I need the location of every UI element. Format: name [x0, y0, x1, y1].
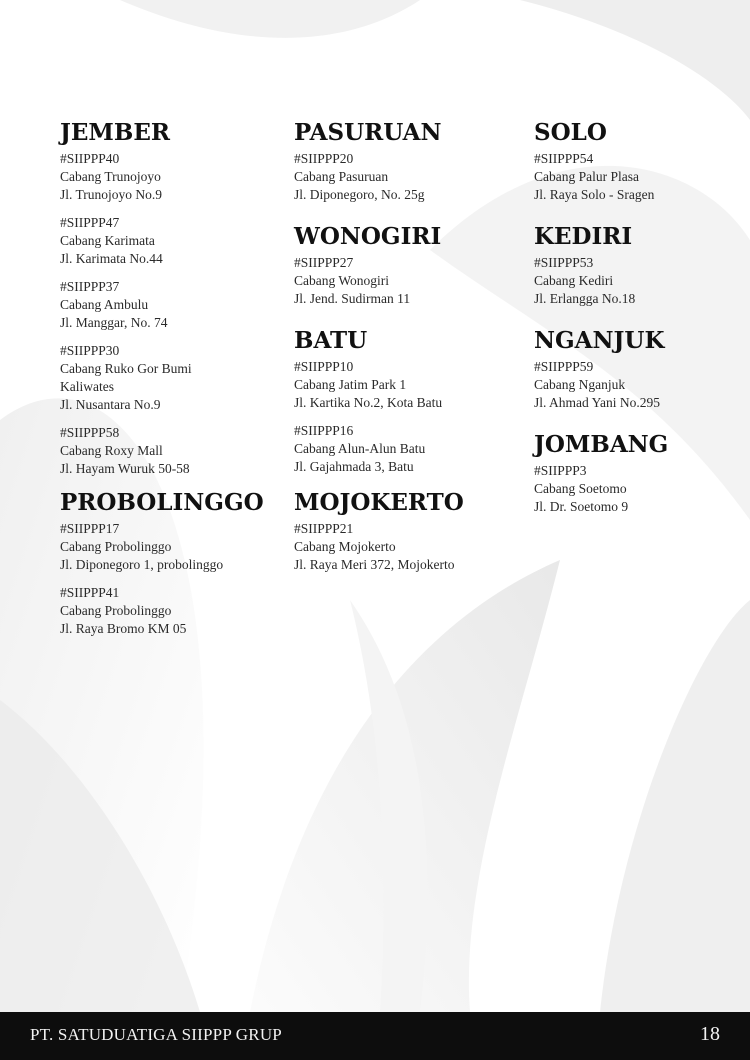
column-1: [60, 118, 275, 648]
branch-address: Jl. Diponegoro, No. 25g: [294, 187, 425, 202]
branch-name: Cabang Wonogiri: [294, 273, 390, 288]
branch-name: Cabang Mojokerto: [294, 539, 396, 554]
branch-entry: [60, 214, 275, 268]
branch-entry: [294, 150, 524, 204]
branch-code: #SIIPPP58: [60, 425, 120, 440]
branch-entry: [60, 424, 275, 478]
city-group-pasuruan: [294, 118, 524, 204]
branch-name: Cabang Ruko Gor Bumi Kaliwates: [60, 361, 192, 394]
branch-code: #SIIPPP53: [534, 255, 594, 270]
branch-code: #SIIPPP41: [60, 585, 120, 600]
branch-entry: [294, 422, 524, 476]
branch-name: Cabang Karimata: [60, 233, 155, 248]
branch-code: #SIIPPP30: [60, 343, 120, 358]
city-group-solo: [534, 118, 744, 204]
branch-code: #SIIPPP54: [534, 151, 594, 166]
branch-entry: [60, 278, 275, 332]
column-3: [534, 118, 744, 534]
city-group-batu: [294, 326, 524, 476]
branch-entry: [534, 150, 744, 204]
city-group-jember: [60, 118, 275, 478]
branch-address: Jl. Gajahmada 3, Batu: [294, 459, 414, 474]
branch-code: #SIIPPP16: [294, 423, 354, 438]
branch-entry: [534, 358, 744, 412]
city-heading: KEDIRI: [534, 223, 633, 250]
branch-code: #SIIPPP10: [294, 359, 354, 374]
branch-code: #SIIPPP27: [294, 255, 354, 270]
branch-address: Jl. Hayam Wuruk 50-58: [60, 461, 190, 476]
branch-address: Jl. Kartika No.2, Kota Batu: [294, 395, 443, 410]
city-heading: JEMBER: [60, 119, 170, 146]
city-group-mojokerto: [294, 488, 524, 574]
city-group-kediri: [534, 222, 744, 308]
branch-code: #SIIPPP20: [294, 151, 354, 166]
city-heading: BATU: [294, 327, 368, 354]
city-heading: SOLO: [534, 119, 607, 146]
branch-name: Cabang Alun-Alun Batu: [294, 441, 426, 456]
branch-address: Jl. Trunojoyo No.9: [60, 187, 163, 202]
branch-entry: [60, 584, 275, 638]
city-heading: WONOGIRI: [294, 223, 442, 250]
branch-address: Jl. Dr. Soetomo 9: [534, 499, 629, 514]
footer-company-name: PT. SATUDUATIGA SIIPPP GRUP: [30, 1025, 282, 1044]
branch-entry: [294, 358, 524, 412]
branch-entry: [294, 520, 524, 574]
branch-entry: [60, 150, 275, 204]
city-heading: NGANJUK: [534, 327, 665, 354]
branch-entry: [534, 462, 744, 516]
city-group-wonogiri: [294, 222, 524, 308]
branch-address: Jl. Nusantara No.9: [60, 397, 161, 412]
branch-address: Jl. Raya Bromo KM 05: [60, 621, 187, 636]
city-heading: PASURUAN: [294, 119, 442, 146]
page-number: 18: [700, 1023, 720, 1045]
branch-name: Cabang Palur Plasa: [534, 169, 639, 184]
branch-code: #SIIPPP59: [534, 359, 594, 374]
branch-name: Cabang Trunojoyo: [60, 169, 161, 184]
branch-address: Jl. Jend. Sudirman 11: [294, 291, 411, 306]
branch-code: #SIIPPP40: [60, 151, 120, 166]
city-group-probolinggo: [60, 488, 275, 638]
branch-name: Cabang Roxy Mall: [60, 443, 163, 458]
city-group-jombang: [534, 430, 744, 516]
branch-entry: [534, 254, 744, 308]
city-group-nganjuk: [534, 326, 744, 412]
branch-name: Cabang Probolinggo: [60, 603, 172, 618]
branch-name: Cabang Soetomo: [534, 481, 627, 496]
branch-name: Cabang Pasuruan: [294, 169, 389, 184]
branch-code: #SIIPPP37: [60, 279, 120, 294]
city-heading: PROBOLINGGO: [60, 489, 264, 516]
branch-code: #SIIPPP47: [60, 215, 120, 230]
city-heading: MOJOKERTO: [294, 489, 464, 516]
page-footer: [0, 1012, 750, 1060]
branch-code: #SIIPPP3: [534, 463, 587, 478]
branch-address: Jl. Karimata No.44: [60, 251, 163, 266]
branch-name: Cabang Probolinggo: [60, 539, 172, 554]
branch-address: Jl. Diponegoro 1, probolinggo: [60, 557, 224, 572]
column-2: [294, 118, 524, 592]
branch-address: Jl. Raya Solo - Sragen: [534, 187, 655, 202]
branch-address: Jl. Ahmad Yani No.295: [534, 395, 661, 410]
branch-address: Jl. Manggar, No. 74: [60, 315, 168, 330]
branch-name: Cabang Ambulu: [60, 297, 149, 312]
branch-entry: [60, 520, 275, 574]
branch-name: Cabang Jatim Park 1: [294, 377, 407, 392]
branch-entry: [60, 342, 275, 414]
branch-code: #SIIPPP21: [294, 521, 354, 536]
city-heading: JOMBANG: [534, 431, 669, 458]
branch-address: Jl. Erlangga No.18: [534, 291, 636, 306]
branch-entry: [294, 254, 524, 308]
branch-name: Cabang Kediri: [534, 273, 614, 288]
branch-address: Jl. Raya Meri 372, Mojokerto: [294, 557, 455, 572]
branch-code: #SIIPPP17: [60, 521, 120, 536]
branch-name: Cabang Nganjuk: [534, 377, 626, 392]
